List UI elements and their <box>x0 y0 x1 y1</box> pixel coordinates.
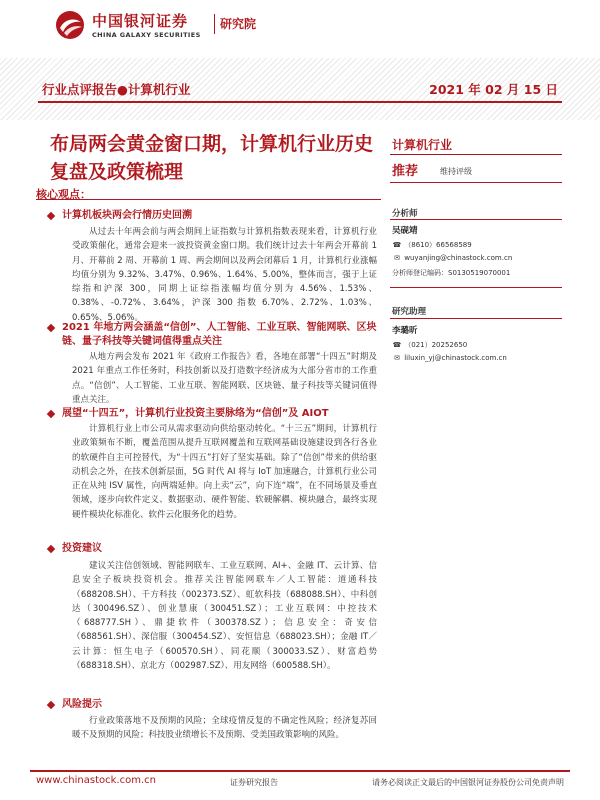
assistant-phone-row <box>392 340 467 350</box>
section-bullet-icon <box>47 701 55 709</box>
assistant-email-row <box>392 354 507 362</box>
section-body: 建议关注信创领域、智能网联车、工业互联网、AI+、金融 IT、云计算、信息安全子板块投资机会。推荐关注智能网联车／人工智能：道通科技（688208.SH）、千方科技（002373.SZ）、虹软科技（688088.SH）、中科创达（300496.SZ）、创业慧康（300451.SZ）；工业互联网：中控技术（688777.SH）、鼎捷软件（300378.SZ）；信息安全：奇安信（688561.SH）、深信服（300454.SZ）、安恒信息（688023.SH）；金融 IT／云计算：恒生电子（600570.SH）、同花顺（300033.SZ）、财富趋势（688318.SH）、京北方（002987.SZ）、用友网络（600588.SH）。 <box>72 561 377 672</box>
section-heading: 风险提示 <box>62 699 102 710</box>
section-body: 计算机行业上市公司从需求驱动向供给驱动转化。“十三五”期间，计算机行业政策频布不断，覆盖范围从提升互联网覆盖和互联网基础设施建设到各行各业的软硬件自主可控替代，为“十四五”打好了坚实基础。除了“信创”带来的供给驱动机会之外，在技术创新层面，5G 时代 AI 将与 IoT 加速融合，计算机行业公司正在从纯 ISV 属性，向两端延伸。向上卖“云”，向下连“端”，在不同场景及垂直领域，逐步向软件定义、数据驱动、硬件智能、软硬解耦、模块融合，最终实现硬件模块化标准化、软件云化服务化的趋势。 <box>72 424 377 520</box>
section-bullet-icon <box>47 212 55 220</box>
assistant-phone: （021）20252650 <box>404 341 468 349</box>
logo-chinese-name: 中国银河证券 <box>92 12 189 30</box>
sidebar-rule <box>390 182 562 183</box>
sidebar-rule <box>390 287 562 288</box>
sidebar-rule <box>390 318 562 319</box>
footer-website-link[interactable]: www.chinastock.com.cn <box>36 775 156 786</box>
department-label: 研究院 <box>220 17 257 31</box>
section-body: 从地方两会发布 2021 年《政府工作报告》看，各地在部署“十四五”时期及 2021 年重点工作任务时，科技创新以及打造数字经济成为大部分省市的工作重点。“信创”、人工智能、工业互联、智能网联、区块链、量子科技等关键词值得重点关注。 <box>72 352 377 405</box>
analyst-email-row <box>392 254 512 262</box>
report-date: 2021 年 02 月 15 日 <box>429 82 558 97</box>
section-bullet-icon <box>47 545 55 553</box>
phone-icon: ☎ <box>392 241 402 249</box>
galaxy-logo-icon <box>55 10 85 40</box>
report-type: 行业点评报告●计算机行业 <box>42 82 191 97</box>
section-bullet-icon <box>47 410 55 418</box>
analyst-heading: 分析师 <box>392 209 418 219</box>
section-bullet-icon <box>47 324 55 332</box>
report-title: 布局两会黄金窗口期，计算机行业历史复盘及政策梳理 <box>50 133 374 183</box>
sector-name: 计算机行业 <box>392 138 453 152</box>
analyst-email[interactable]: wuyanjing@chinastock.com.cn <box>404 254 513 262</box>
assistant-name: 李璐昕 <box>392 326 418 336</box>
logo-english-name: CHINA GALAXY SECURITIES <box>92 31 201 39</box>
analyst-phone-row <box>392 240 472 250</box>
analyst-name: 吴砚靖 <box>392 226 418 236</box>
footer-disclaimer: 请务必阅读正文最后的中国银河证券股份公司免责声明 <box>372 778 564 787</box>
analyst-cert: 分析师登记编码：S0130519070001 <box>392 269 511 277</box>
analyst-phone: （8610）66568589 <box>404 241 472 249</box>
core-views-label: 核心观点： <box>36 188 91 201</box>
rating: 推荐 <box>392 164 419 179</box>
footer-rule <box>30 770 570 772</box>
rating-status: 维持评级 <box>440 167 472 176</box>
assistant-heading: 研究助理 <box>392 307 427 317</box>
email-icon: ✉ <box>394 354 400 362</box>
section-body: 行业政策落地不及预期的风险；全球疫情反复的不确定性风险；经济复苏回暖不及预期的风险；科技股业绩增长不及预期、受美国政策影响的风险。 <box>72 716 377 741</box>
footer-report-label: 证券研究报告 <box>230 778 278 787</box>
sidebar-rule <box>390 154 562 155</box>
section-heading: 展望“十四五”，计算机行业投资主要脉络为“信创”及 AIOT <box>62 408 329 419</box>
email-icon: ✉ <box>394 254 400 262</box>
section-heading: 计算机板块两会行情历史回溯 <box>62 210 192 221</box>
section-body: 从过去十年两会前与两会期间上证指数与计算机指数表现来看，计算机行业受政策催化，通常会迎来一波投资黄金窗口期。我们统计过去十年两会开幕前 1 月、开幕前 2 周、开幕前 1 周、两会期间以及两会闭幕后 1 月，计算机行业涨幅均值分别为 9.32%、3.47%、0.96%、1.64%、5.00%，整体而言，强于上证综指和沪深 300，同期上证综指涨幅均值分别为 4.56%、1.53%、0.38%、-0.72%、3.64%，沪深 300 指数 6.70%、2.72%、1.03%、0.65%、5.06%。 <box>72 227 377 323</box>
section-heading: 2021 年地方两会涵盖“信创”、人工智能、工业互联、智能网联、区块链、量子科技等关键词值得重点关注 <box>62 322 377 347</box>
sidebar-rule <box>390 219 562 220</box>
logo-divider <box>214 14 215 34</box>
assistant-email[interactable]: liluxin_yj@chinastock.com.cn <box>404 354 507 362</box>
section-heading: 投资建议 <box>62 543 102 554</box>
phone-icon: ☎ <box>392 341 402 349</box>
core-views-rule <box>36 199 381 200</box>
